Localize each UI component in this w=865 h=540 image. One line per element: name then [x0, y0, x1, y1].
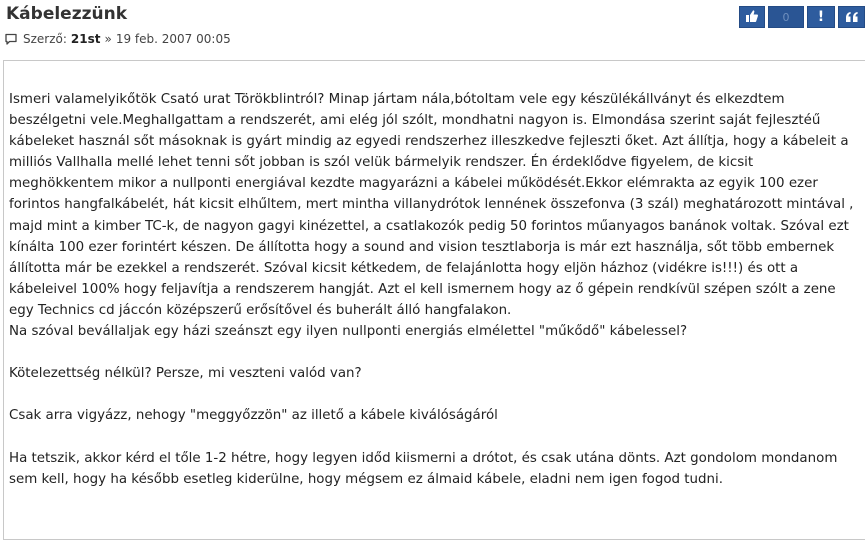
- thumbs-up-icon: [745, 8, 759, 27]
- post-paragraph: Ha tetszik, akkor kérd el tőle 1-2 hétre, hogy legyen időd kiismerni a drótot, és csak utána dönts. Azt gondolom mondanom sem kell, hogy ha később esetleg kiderülne, hogy mégsem ez álmaid kábele, eladni nem igen fogod tudni.: [9, 450, 838, 487]
- post-paragraph: Na szóval bevállaljak egy házi szeánszt egy ilyen nullponti energiás elmélettel "műkődő" kábelessel?: [9, 324, 688, 340]
- report-label: !: [817, 9, 825, 25]
- post-paragraph: Csak arra vigyázz, nehogy "meggyőzzön" az illető a kábele kiválóságáról: [9, 408, 498, 424]
- post-title[interactable]: Kábelezzünk: [6, 4, 128, 24]
- post-meta: [5, 31, 231, 47]
- quote-icon: [845, 8, 859, 27]
- post-date: 19 feb. 2007 00:05: [115, 32, 231, 46]
- post-toolbar: [739, 6, 865, 28]
- post-paragraph: Ismeri valamelyikőtök Csató urat Törökblintról? Minap jártam nála,bótoltam vele egy készülékállványt és elkezdtem beszélgetni vele.Meghallgattam a rendszerét, ami elég jól szólt, mondhatni nagyon is. Elmondása szerint saját fejlesztéű kábeleket használ sőt másoknak is gyárt mindig az egyedi rendszerhez illeszkedve fejleszti őket. Azt állítja, hogy a kábeleit a milliós Vallhalla mellé lehet tenni sőt jobban is szól velük bármelyik rendszer. Én érdeklődve figyelem, de kicsit meghökkentem mikor a nullponti energiával kezdte magyarázni a kábelei működését.Ekkor elémrakta az egyik 100 ezer forintos hangfalkábelét, hát kicsit elhűltem, mert mintha villanydrótok lennének összefonva (3 szál) meghatározott mintával , majd mint a kimber TC-k, de nagyon gagyi kinézettel, a csatlakozók pedig 50 forintos műanyagos banánok voltak. Szóval ezt kínálta 100 ezer forintért készen. De állította hogy a sound and vision tesztlaborja is már ezt használja, sőt több embernek állította már be ezekkel a rendszerét. Szóval kicsit kétkedem, de felajánlotta hogy eljön házhoz (vidékre is!!!) és ott a kábeleivel 100% hogy feljavítja a rendszerem hangját. Azt el kell ismernem hogy az ő gépein rendkívül szépen szólt a zene egy Technics cd jáccón középszerű erősítővel és buherált álló hangfalakon.: [9, 92, 854, 318]
- meta-separator: »: [104, 32, 112, 46]
- like-count: [768, 6, 804, 28]
- report-button[interactable]: [807, 6, 835, 28]
- paragraph-spacer: [9, 384, 857, 405]
- paragraph-spacer: [9, 427, 857, 448]
- like-count-value: 0: [782, 10, 790, 24]
- comment-icon: [5, 33, 17, 45]
- quote-button[interactable]: [838, 6, 865, 28]
- paragraph-spacer: [9, 342, 857, 363]
- author-link[interactable]: 21st: [70, 32, 101, 46]
- post-body: [9, 89, 857, 490]
- post-paragraph: Kötelezettség nélkül? Persze, mi veszteni valód van?: [9, 366, 362, 382]
- author-label: Szerző:: [23, 32, 67, 46]
- like-button[interactable]: [739, 6, 765, 28]
